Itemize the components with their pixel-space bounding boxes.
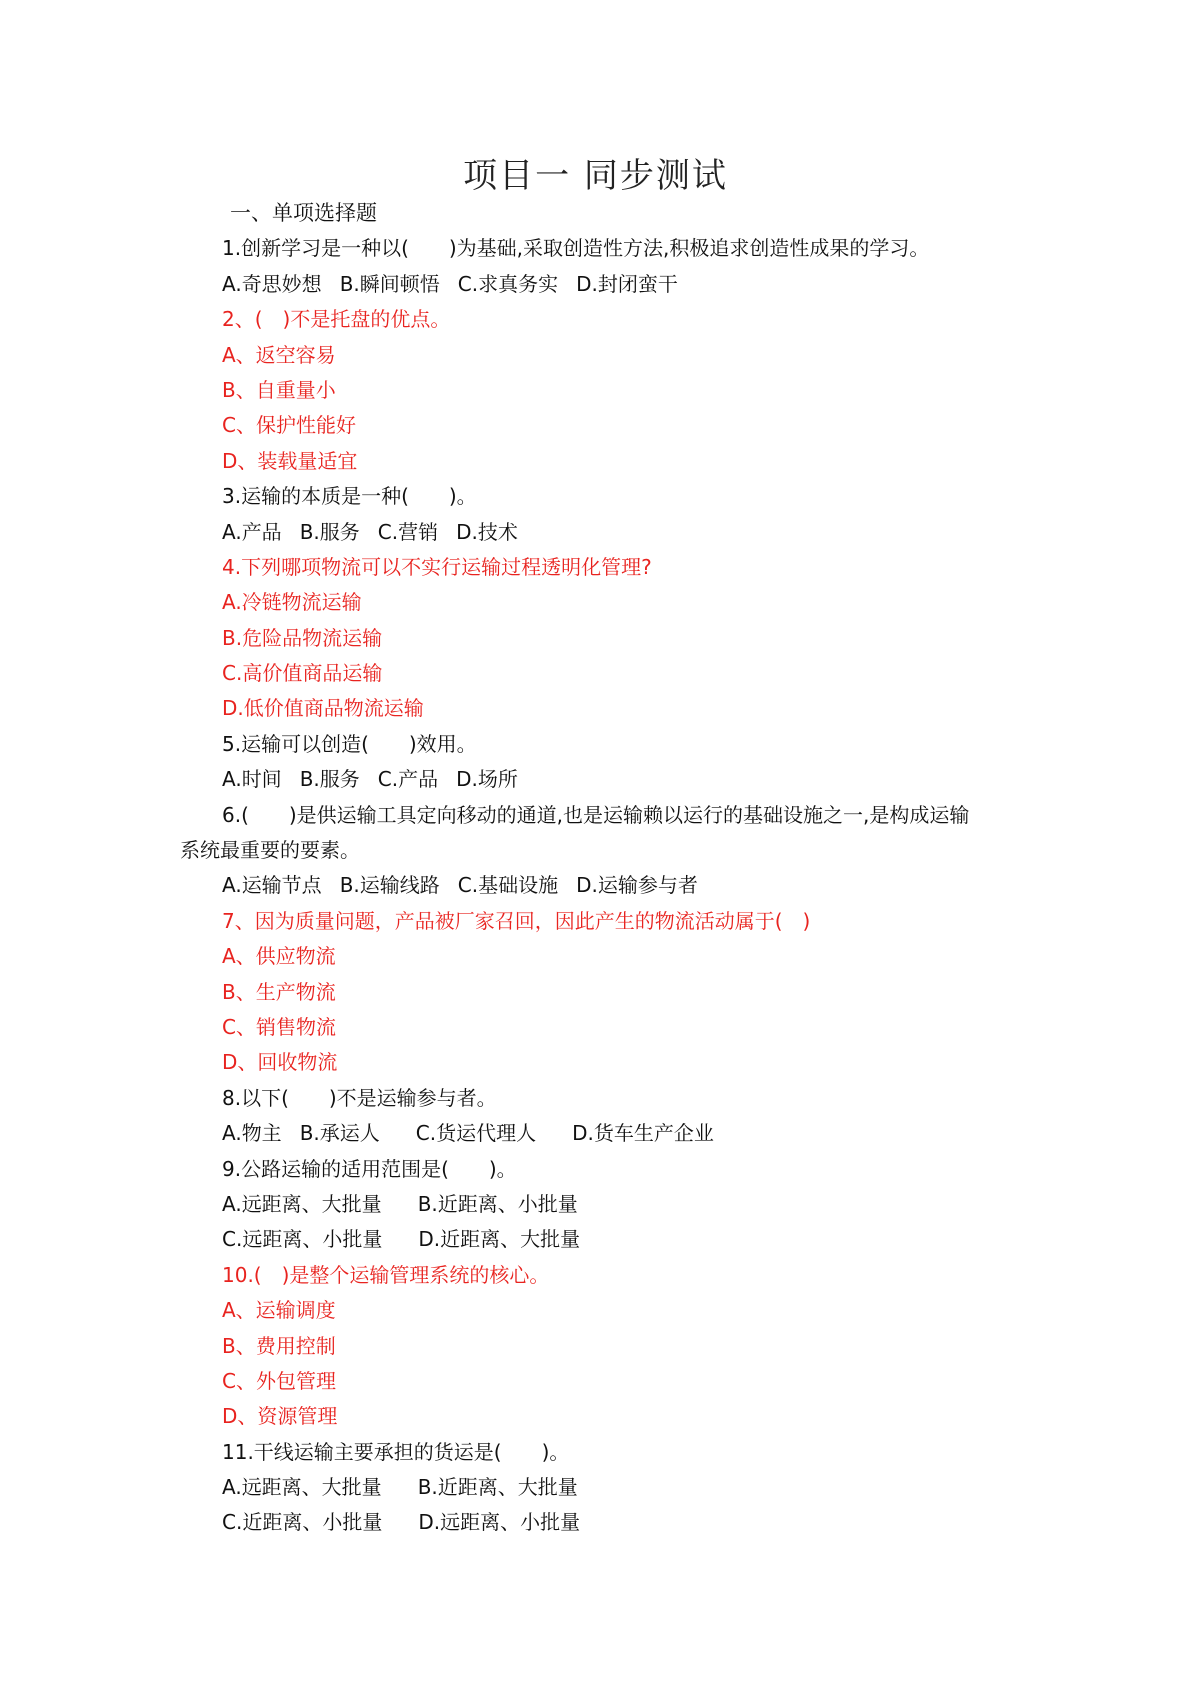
- question-3-stem: 3.运输的本质是一种( )。: [222, 484, 477, 509]
- question-9-option-d: D.近距离、大批量: [418, 1227, 581, 1252]
- question-8-option-a: A.物主: [222, 1121, 282, 1146]
- question-9-option-c: C.远距离、小批量: [222, 1227, 383, 1252]
- question-6-options: [0, 868, 1191, 903]
- question-1-option-c: C.求真务实: [457, 271, 559, 296]
- question-2-option-a: A、返空容易: [222, 342, 336, 367]
- question-4-option-c: C.高价值商品运输: [222, 661, 383, 686]
- question-10-option-c: C、外包管理: [222, 1368, 336, 1393]
- question-7-option-c: C、销售物流: [222, 1014, 336, 1039]
- question-2-option-b: B、自重量小: [222, 377, 336, 402]
- question-8-option-d: D.货车生产企业: [572, 1121, 714, 1146]
- question-3-option-a: A.产品: [222, 519, 282, 544]
- question-11-option-a: A.远距离、大批量: [222, 1475, 382, 1500]
- question-11-option-d: D.远距离、小批量: [418, 1510, 581, 1535]
- question-4-option-a: A.冷链物流运输: [222, 590, 362, 615]
- question-1-option-d: D.封闭蛮干: [576, 271, 678, 296]
- question-8-options: [0, 1116, 1191, 1151]
- question-6-stem-line-1: 6.( )是供运输工具定向移动的通道,也是运输赖以运行的基础设施之一,是构成运输: [222, 802, 970, 827]
- question-3-option-b: B.服务: [299, 519, 360, 544]
- question-5-option-b: B.服务: [299, 767, 360, 792]
- section-heading: 一、单项选择题: [230, 201, 377, 225]
- page-title: 项目一 同步测试: [463, 156, 728, 196]
- question-9-options-row-2: [0, 1222, 1191, 1257]
- question-11-options-row-1: [0, 1470, 1191, 1505]
- question-11-stem: 11.干线运输主要承担的货运是( )。: [222, 1439, 570, 1464]
- question-4-option-d: D.低价值商品物流运输: [222, 696, 424, 721]
- question-4-option-b: B.危险品物流运输: [222, 625, 383, 650]
- question-9-option-a: A.远距离、大批量: [222, 1191, 382, 1216]
- question-8-stem: 8.以下( )不是运输参与者。: [222, 1085, 497, 1110]
- question-5-options: [0, 762, 1191, 797]
- question-2-stem: 2、( )不是托盘的优点。: [222, 307, 451, 332]
- question-8-option-c: C.货运代理人: [415, 1121, 537, 1146]
- question-1-stem: 1.创新学习是一种以( )为基础,采取创造性方法,积极追求创造性成果的学习。: [222, 236, 930, 261]
- question-11-options-row-2: [0, 1505, 1191, 1540]
- question-10-option-d: D、资源管理: [222, 1404, 338, 1429]
- question-7-stem: 7、因为质量问题，产品被厂家召回，因此产生的物流活动属于( ): [222, 908, 811, 933]
- question-9-options-row-1: [0, 1187, 1191, 1222]
- question-9-option-b: B.近距离、小批量: [417, 1191, 578, 1216]
- question-6-stem-line-2: 系统最重要的要素。: [180, 838, 360, 863]
- question-1-option-a: A.奇思妙想: [222, 271, 322, 296]
- question-2-option-d: D、装载量适宜: [222, 448, 358, 473]
- question-3-option-c: C.营销: [377, 519, 439, 544]
- question-3-options: [0, 515, 1191, 550]
- question-7-option-a: A、供应物流: [222, 944, 336, 969]
- question-11-option-b: B.近距离、大批量: [417, 1475, 578, 1500]
- question-8-option-b: B.承运人: [299, 1121, 380, 1146]
- question-5-option-c: C.产品: [377, 767, 439, 792]
- question-list: [0, 196, 1191, 1541]
- question-10-option-a: A、运输调度: [222, 1298, 336, 1323]
- question-11-option-c: C.近距离、小批量: [222, 1510, 383, 1535]
- question-6-option-c: C.基础设施: [457, 873, 559, 898]
- question-9-stem: 9.公路运输的适用范围是( )。: [222, 1156, 517, 1181]
- question-5-option-d: D.场所: [456, 767, 518, 792]
- question-7-option-b: B、生产物流: [222, 979, 336, 1004]
- question-2-option-c: C、保护性能好: [222, 413, 356, 438]
- question-6-option-a: A.运输节点: [222, 873, 322, 898]
- question-1-option-b: B.瞬间顿悟: [339, 271, 440, 296]
- question-6-option-b: B.运输线路: [339, 873, 440, 898]
- question-10-option-b: B、费用控制: [222, 1333, 336, 1358]
- question-6-option-d: D.运输参与者: [576, 873, 698, 898]
- question-5-stem: 5.运输可以创造( )效用。: [222, 731, 477, 756]
- question-7-option-d: D、回收物流: [222, 1050, 338, 1075]
- question-4-stem: 4.下列哪项物流可以不实行运输过程透明化管理?: [222, 554, 652, 579]
- question-1-options: [0, 267, 1191, 302]
- question-3-option-d: D.技术: [456, 519, 518, 544]
- question-10-stem: 10.( )是整个运输管理系统的核心。: [222, 1262, 550, 1287]
- question-5-option-a: A.时间: [222, 767, 282, 792]
